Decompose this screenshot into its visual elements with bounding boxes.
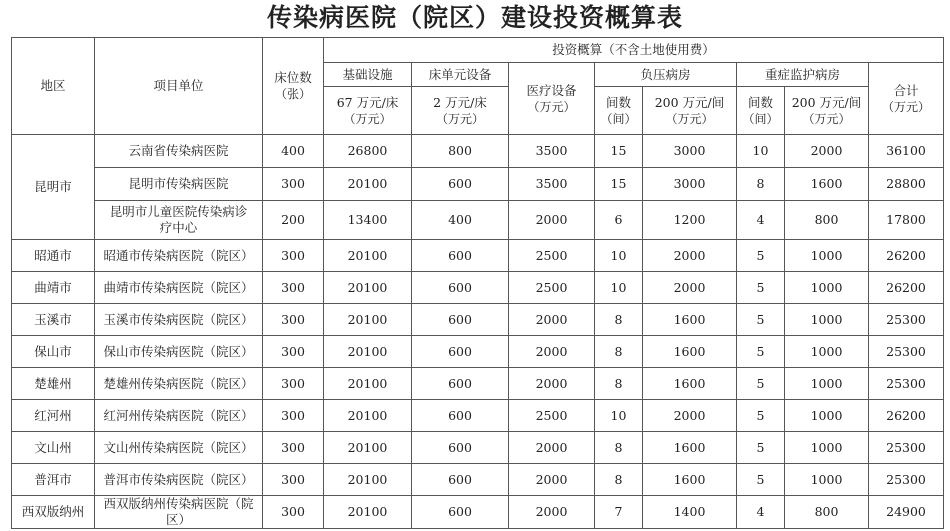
beds-cell: 300 xyxy=(263,272,324,304)
table-row xyxy=(12,464,944,496)
infra-cell: 20100 xyxy=(324,464,412,496)
infra-cell: 13400 xyxy=(324,201,412,240)
col-header-infra-rate xyxy=(324,87,412,135)
icu-rooms-cell: 5 xyxy=(737,432,785,464)
header-row-1 xyxy=(12,38,944,63)
table-row xyxy=(12,168,944,201)
icu-rooms-label: 间数 xyxy=(747,94,773,110)
infra-cell: 20100 xyxy=(324,400,412,432)
icu-cost-cell: 1600 xyxy=(785,168,869,201)
icu-rate: 200 万元/间 xyxy=(791,94,862,110)
neg-rooms-cell: 8 xyxy=(595,368,643,400)
infra-cell: 20100 xyxy=(324,368,412,400)
project-cell: 保山市传染病医院（院区） xyxy=(95,336,263,368)
icu-rooms-cell: 5 xyxy=(737,240,785,272)
icu-cost-cell: 800 xyxy=(785,201,869,240)
bed-equip-cell: 600 xyxy=(412,336,509,368)
bed-equip-cell: 600 xyxy=(412,496,509,529)
col-header-icu-rate xyxy=(785,87,869,135)
icu-cost-cell: 1000 xyxy=(785,464,869,496)
icu-cost-cell: 1000 xyxy=(785,272,869,304)
icu-rooms-cell: 5 xyxy=(737,272,785,304)
medical-cell: 2000 xyxy=(509,368,595,400)
neg-rooms-cell: 8 xyxy=(595,432,643,464)
project-cell: 文山州传染病医院（院区） xyxy=(95,432,263,464)
bed-equip-cell: 600 xyxy=(412,240,509,272)
infra-cell: 20100 xyxy=(324,496,412,529)
project-cell: 昆明市儿童医院传染病诊疗中心 xyxy=(95,201,263,240)
bed-equip-unit: （万元） xyxy=(435,111,484,126)
icu-cost-cell: 800 xyxy=(785,496,869,529)
bed-equip-cell: 400 xyxy=(412,201,509,240)
neg-rooms-cell: 10 xyxy=(595,400,643,432)
icu-cost-cell: 1000 xyxy=(785,400,869,432)
total-cell: 26200 xyxy=(869,240,944,272)
medical-cell: 2000 xyxy=(509,304,595,336)
table-row xyxy=(12,201,944,240)
neg-cost-cell: 3000 xyxy=(643,135,737,168)
table-row xyxy=(12,135,944,168)
infra-cell: 20100 xyxy=(324,272,412,304)
neg-rooms-cell: 8 xyxy=(595,304,643,336)
bed-equip-cell: 600 xyxy=(412,400,509,432)
infra-unit: （万元） xyxy=(343,111,392,126)
neg-rooms-cell: 10 xyxy=(595,240,643,272)
medical-cell: 2500 xyxy=(509,400,595,432)
project-cell: 昆明市传染病医院 xyxy=(95,168,263,201)
medical-cell: 2000 xyxy=(509,336,595,368)
col-header-total xyxy=(869,63,944,135)
icu-unit: （万元） xyxy=(802,111,851,126)
col-header-neg-rate xyxy=(643,87,737,135)
infra-cell: 20100 xyxy=(324,240,412,272)
total-cell: 17800 xyxy=(869,201,944,240)
col-header-icu-rooms xyxy=(737,87,785,135)
infra-cell: 20100 xyxy=(324,304,412,336)
table-row xyxy=(12,304,944,336)
beds-cell: 300 xyxy=(263,240,324,272)
total-cell: 25300 xyxy=(869,368,944,400)
table-row xyxy=(12,240,944,272)
region-cell: 楚雄州 xyxy=(12,368,95,400)
icu-cost-cell: 1000 xyxy=(785,368,869,400)
infra-cell: 20100 xyxy=(324,336,412,368)
neg-rooms-cell: 7 xyxy=(595,496,643,529)
total-cell: 25300 xyxy=(869,464,944,496)
neg-rooms-cell: 8 xyxy=(595,336,643,368)
beds-cell: 300 xyxy=(263,400,324,432)
beds-cell: 300 xyxy=(263,368,324,400)
icu-rooms-cell: 5 xyxy=(737,464,785,496)
neg-cost-cell: 2000 xyxy=(643,272,737,304)
total-cell: 24900 xyxy=(869,496,944,529)
project-cell: 云南省传染病医院 xyxy=(95,135,263,168)
neg-rooms-label: 间数 xyxy=(605,94,631,110)
col-header-beds xyxy=(263,38,324,135)
icu-rooms-unit: （间） xyxy=(742,111,779,126)
bed-equip-cell: 600 xyxy=(412,272,509,304)
beds-cell: 300 xyxy=(263,336,324,368)
icu-rooms-cell: 4 xyxy=(737,496,785,529)
neg-rooms-cell: 6 xyxy=(595,201,643,240)
neg-rooms-cell: 10 xyxy=(595,272,643,304)
neg-rate: 200 万元/间 xyxy=(654,94,725,110)
icu-cost-cell: 1000 xyxy=(785,304,869,336)
bed-equip-cell: 600 xyxy=(412,368,509,400)
bed-equip-rate: 2 万元/床 xyxy=(433,94,487,110)
col-header-region: 地区 xyxy=(12,38,95,135)
beds-cell: 300 xyxy=(263,168,324,201)
medical-cell: 2000 xyxy=(509,464,595,496)
medical-cell: 2500 xyxy=(509,240,595,272)
total-cell: 28800 xyxy=(869,168,944,201)
table-row xyxy=(12,336,944,368)
col-header-negative: 负压病房 xyxy=(595,63,737,87)
page-title: 传染病医院（院区）建设投资概算表 xyxy=(266,3,683,32)
project-cell: 红河州传染病医院（院区） xyxy=(95,400,263,432)
region-cell: 红河州 xyxy=(12,400,95,432)
region-cell: 普洱市 xyxy=(12,464,95,496)
medical-cell: 2500 xyxy=(509,272,595,304)
neg-cost-cell: 1600 xyxy=(643,304,737,336)
beds-cell: 300 xyxy=(263,304,324,336)
medical-cell: 2000 xyxy=(509,201,595,240)
total-label: 合计 xyxy=(893,82,919,98)
bed-equip-cell: 600 xyxy=(412,464,509,496)
infra-cell: 20100 xyxy=(324,168,412,201)
neg-rooms-cell: 15 xyxy=(595,168,643,201)
region-cell: 玉溪市 xyxy=(12,304,95,336)
table-row xyxy=(12,272,944,304)
project-cell: 玉溪市传染病医院（院区） xyxy=(95,304,263,336)
region-cell: 昆明市 xyxy=(12,135,95,240)
neg-unit: （万元） xyxy=(665,111,714,126)
total-cell: 25300 xyxy=(869,304,944,336)
project-cell: 西双版纳州传染病医院（院区） xyxy=(95,496,263,529)
table-row xyxy=(12,496,944,529)
neg-cost-cell: 1600 xyxy=(643,464,737,496)
icu-rooms-cell: 10 xyxy=(737,135,785,168)
beds-cell: 300 xyxy=(263,496,324,529)
neg-rooms-cell: 15 xyxy=(595,135,643,168)
total-cell: 25300 xyxy=(869,432,944,464)
icu-cost-cell: 1000 xyxy=(785,240,869,272)
infra-cell: 26800 xyxy=(324,135,412,168)
col-header-project: 项目单位 xyxy=(95,38,263,135)
budget-table xyxy=(11,37,944,529)
col-header-bed-equip: 床单元设备 xyxy=(412,63,509,87)
col-header-medical xyxy=(509,63,595,135)
medical-unit: （万元） xyxy=(527,99,576,114)
beds-cell: 300 xyxy=(263,432,324,464)
icu-rooms-cell: 5 xyxy=(737,336,785,368)
region-cell: 文山州 xyxy=(12,432,95,464)
total-cell: 26200 xyxy=(869,272,944,304)
total-cell: 26200 xyxy=(869,400,944,432)
project-cell: 普洱市传染病医院（院区） xyxy=(95,464,263,496)
col-header-icu: 重症监护病房 xyxy=(737,63,869,87)
neg-cost-cell: 1600 xyxy=(643,368,737,400)
col-header-investment: 投资概算（不含土地使用费） xyxy=(324,38,944,63)
region-cell: 西双版纳州 xyxy=(12,496,95,529)
icu-rooms-cell: 5 xyxy=(737,368,785,400)
bed-equip-cell: 600 xyxy=(412,432,509,464)
project-cell: 昭通市传染病医院（院区） xyxy=(95,240,263,272)
neg-cost-cell: 2000 xyxy=(643,400,737,432)
project-cell: 楚雄州传染病医院（院区） xyxy=(95,368,263,400)
beds-cell: 200 xyxy=(263,201,324,240)
bed-equip-cell: 800 xyxy=(412,135,509,168)
table-row xyxy=(12,368,944,400)
medical-label: 医疗设备 xyxy=(526,82,577,98)
icu-rooms-cell: 5 xyxy=(737,304,785,336)
total-cell: 25300 xyxy=(869,336,944,368)
table-row xyxy=(12,432,944,464)
neg-cost-cell: 3000 xyxy=(643,168,737,201)
icu-rooms-cell: 5 xyxy=(737,400,785,432)
icu-cost-cell: 1000 xyxy=(785,432,869,464)
beds-cell: 400 xyxy=(263,135,324,168)
medical-cell: 3500 xyxy=(509,135,595,168)
region-cell: 昭通市 xyxy=(12,240,95,272)
neg-rooms-cell: 8 xyxy=(595,464,643,496)
beds-cell: 300 xyxy=(263,464,324,496)
bed-equip-cell: 600 xyxy=(412,168,509,201)
col-header-bed-equip-rate xyxy=(412,87,509,135)
col-header-neg-rooms xyxy=(595,87,643,135)
medical-cell: 2000 xyxy=(509,432,595,464)
region-cell: 保山市 xyxy=(12,336,95,368)
infra-rate: 67 万元/床 xyxy=(336,94,399,110)
total-unit: （万元） xyxy=(882,99,931,114)
col-header-infra: 基础设施 xyxy=(324,63,412,87)
medical-cell: 3500 xyxy=(509,168,595,201)
neg-rooms-unit: （间） xyxy=(600,111,637,126)
beds-label: 床位数 xyxy=(274,70,312,85)
icu-rooms-cell: 4 xyxy=(737,201,785,240)
beds-unit: （张） xyxy=(274,87,311,101)
neg-cost-cell: 1400 xyxy=(643,496,737,529)
medical-cell: 2000 xyxy=(509,496,595,529)
region-cell: 曲靖市 xyxy=(12,272,95,304)
infra-cell: 20100 xyxy=(324,432,412,464)
table-body xyxy=(12,38,944,529)
total-cell: 36100 xyxy=(869,135,944,168)
icu-rooms-cell: 8 xyxy=(737,168,785,201)
neg-cost-cell: 1200 xyxy=(643,201,737,240)
table-row xyxy=(12,400,944,432)
neg-cost-cell: 1600 xyxy=(643,336,737,368)
project-cell: 曲靖市传染病医院（院区） xyxy=(95,272,263,304)
neg-cost-cell: 1600 xyxy=(643,432,737,464)
icu-cost-cell: 1000 xyxy=(785,336,869,368)
icu-cost-cell: 2000 xyxy=(785,135,869,168)
bed-equip-cell: 600 xyxy=(412,304,509,336)
neg-cost-cell: 2000 xyxy=(643,240,737,272)
